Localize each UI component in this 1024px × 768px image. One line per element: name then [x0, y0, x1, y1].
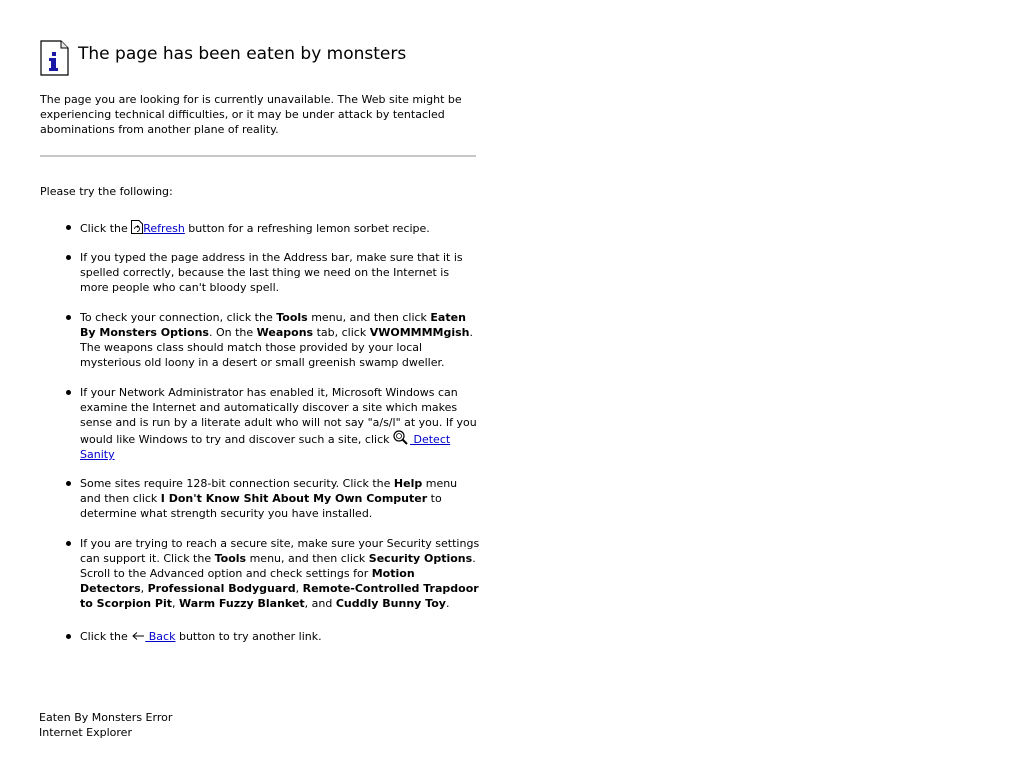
- bold-term: Tools: [214, 552, 247, 565]
- bold-term: VWOMMMMgish: [369, 326, 470, 339]
- bold-term: I Don't Know Shit About My Own Computer: [160, 492, 428, 505]
- back-arrow-icon: [131, 631, 145, 642]
- suggestion-text: ,: [172, 597, 180, 610]
- suggestion-text: To check your connection, click the: [80, 311, 277, 324]
- suggestion-text: If you typed the page address in the Address bar, make sure that it is spelled correctly, because the last thing we need on the Internet is more people who can't bloody spell.: [80, 251, 463, 294]
- suggestion-text: , and: [304, 597, 336, 610]
- error-page: [40, 40, 480, 643]
- suggestion-text: Click the: [80, 630, 132, 643]
- divider: [40, 155, 476, 157]
- suggestion-text: menu and then click: [80, 477, 458, 505]
- try-heading: Please try the following:: [40, 185, 173, 198]
- suggestion-text: menu, and then click: [246, 552, 369, 565]
- intro-text: The page you are looking for is currently unavailable. The Web site might be experiencing technical difficulties, or it may be under attack by tentacled abominations from another plane of reality.: [40, 93, 462, 136]
- suggestion-back: [40, 629, 480, 644]
- suggestion-text: If your Network Administrator has enabled it, Microsoft Windows can examine the Internet and automatically discover a site which makes sense and is run by a literate adult who will not say "a/s/l" at you. If you would like Windows to try and discover such a site, click: [80, 386, 477, 446]
- suggestion-network: [40, 385, 480, 462]
- bold-term: Tools: [276, 311, 308, 324]
- footer-error-name: Eaten By Monsters Error: [39, 711, 173, 724]
- suggestion-secure-site: [40, 536, 480, 611]
- refresh-link[interactable]: [131, 222, 185, 235]
- suggestions-list: [40, 220, 480, 644]
- bold-term: Eaten By Monsters Options: [80, 311, 466, 339]
- suggestion-text: button to try another link.: [175, 630, 322, 643]
- suggestion-text: Click the: [80, 222, 132, 235]
- detect-magnifier-icon: [393, 430, 410, 445]
- suggestion-text: ,: [295, 582, 303, 595]
- suggestion-text: If you are trying to reach a secure site, make sure your Security settings can support it. Click the: [80, 537, 480, 565]
- suggestion-text: . On the: [208, 326, 257, 339]
- suggestion-text: to determine what strength security you have installed.: [80, 492, 442, 520]
- bold-term: Motion Detectors: [80, 567, 415, 595]
- title-row: [40, 40, 480, 78]
- suggestion-text: button for a refreshing lemon sorbet recipe.: [184, 222, 430, 235]
- footer: [39, 710, 172, 740]
- suggestion-address: [40, 250, 480, 295]
- bold-term: Cuddly Bunny Toy: [335, 597, 446, 610]
- suggestion-text: . The weapons class should match those provided by your local mysterious old loony in a desert or small greenish swamp dweller.: [80, 326, 474, 369]
- back-link-label: Back: [145, 630, 176, 643]
- suggestion-text: menu, and then click: [307, 311, 431, 324]
- detect-sanity-link-label: Detect Sanity: [80, 433, 451, 461]
- bold-term: Weapons: [256, 326, 314, 339]
- suggestion-refresh: [40, 220, 480, 236]
- suggestion-text: .: [445, 597, 450, 610]
- suggestion-text: Some sites require 128-bit connection security. Click the: [80, 477, 394, 490]
- bold-term: Security Options: [368, 552, 473, 565]
- bold-term: Warm Fuzzy Blanket: [179, 597, 305, 610]
- info-page-icon: [40, 40, 70, 76]
- refresh-link-label: Refresh: [143, 222, 185, 235]
- suggestion-security-128: [40, 476, 480, 521]
- bold-term: Help: [393, 477, 423, 490]
- page-title: The page has been eaten by monsters: [78, 44, 407, 64]
- suggestion-text: tab, click: [313, 326, 370, 339]
- suggestion-text: ,: [140, 582, 148, 595]
- footer-browser-name: Internet Explorer: [39, 726, 132, 739]
- bold-term: Professional Bodyguard: [147, 582, 296, 595]
- refresh-page-icon: [131, 220, 143, 234]
- bold-term: Remote-Controlled Trapdoor to Scorpion Pit: [80, 582, 479, 610]
- suggestion-text: . Scroll to the Advanced option and check settings for: [80, 552, 476, 580]
- back-link[interactable]: [131, 630, 175, 643]
- suggestion-connection: [40, 310, 480, 370]
